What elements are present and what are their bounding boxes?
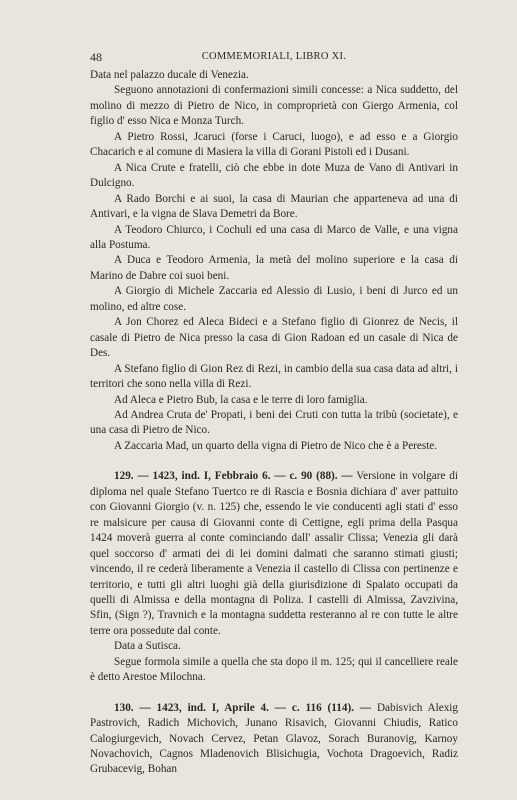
entry-129-text: Versione in volgare di diploma nel quale Stefano Tuertco re di Rascia e Bosnia dichiara d' aver pattuito con Giovanni Giorgio (v. n. 125) che, essendo le vie conducenti agli stati d' esso re malsicure per causa di Giovanni conte di Cettigne, egli prima della Pasqua 1424 moverà guerra al conte cominciando dall' assalir Clissa; Venezia gli darà quel soccorso d' armati dei di lei domini dalmati che saranno stimati giusti; vincendo, il re cederà liberamente a Venezia il castello di Clissa con pertinenze e territorio, e tutti gli altri luoghi già della giurisdizione di Spalato occupati da quelli di Almissa e della montagna di Poliza. I castelli di Almissa, Zavzivina, Sfin, (Sign ?), Travnich e la montagna suddetta resteranno al re con tutte le altre terre ora possedute dal conte. [90, 470, 458, 637]
entry-129 [90, 469, 458, 639]
paragraph: Ad Andrea Cruta de' Propati, i beni dei Cruti con tutta la tribù (societate), e una casa di Pietro de Nico. [90, 408, 458, 437]
entry-130 [90, 701, 458, 778]
paragraph: Ad Aleca e Pietro Bub, la casa e le terre di loro famiglia. [114, 393, 368, 406]
page-header [90, 50, 458, 64]
page-body [90, 68, 458, 778]
paragraph: A Teodoro Chiurco, i Cochuli ed una casa di Marco de Valle, e una vigna alla Postuma. [90, 223, 458, 251]
paragraph: A Jon Chorez ed Aleca Bideci e a Stefano figlio di Gionrez de Necis, il casale di Pietro de Nica presso la casa di Gion Radoan ed un casale di Nica de Des. [90, 316, 458, 360]
paragraph: Data nel palazzo ducale di Venezia. [90, 69, 249, 81]
paragraph: A Rado Borchi e ai suoi, la casa di Maurian che apparteneva ad una di Antivari, e la vigna de Slava Demetri da Bore. [90, 192, 458, 221]
paragraph: A Stefano figlio di Gion Rez di Rezi, in cambio della sua casa data ad altri, i territori che sono nella villa di Rezi. [90, 362, 458, 391]
paragraph: A Zaccaria Mad, un quarto della vigna di Pietro de Nico che è a Pereste. [114, 439, 438, 452]
entry-129-date: Data a Sutisca. [114, 640, 181, 653]
running-title: COMMEMORIALI, LIBRO XI. [201, 51, 347, 62]
paragraph: Seguono annotazioni di confermazioni simili concesse: a Nica suddetto, del molino di mezzo di Pietro de Nico, in comproprietà con Giergo Armenia, col figlio d' esso Nica e Monza Turch. [90, 84, 458, 128]
paragraph: A Duca e Teodoro Armenia, la metà del molino superiore e la casa di Marino de Dabre coi suoi beni. [90, 254, 458, 282]
entry-129-note: Segue formola simile a quella che sta dopo il m. 125; qui il cancelliere reale è detto Arestoe Milochna. [90, 655, 458, 684]
entry-130-text: Dabisvich Alexig Pastrovich, Radich Michovich, Junano Risavich, Giovanni Chiudis, Ratico Calogiurgevich, Novach Cervez, Petan Glavoz, Sorach Buranovig, Karnoy Novachovich, Cagnos Mladenovich Blisichugia, Vochota Dragoevich, Radiz Grubacevig, Bohan [90, 701, 459, 776]
paragraph: A Giorgio di Michele Zaccaria ed Alessio di Lusio, i beni di Jurco ed un molino, ed altre cose. [90, 285, 458, 313]
entry-130-heading: 130. — 1423, ind. I, Aprile 4. — c. 116 (114). — [114, 701, 372, 714]
paragraph: A Pietro Rossi, Jcaruci (forse i Caruci, luogo), e ad esso e a Giorgio Chacarich e al comune di Masiera la villa di Gorani Pistoli ed i Dusani. [90, 130, 458, 159]
paragraph: A Nica Crute e fratelli, ciò che ebbe in dote Muza de Vano di Antivari in Dulcigno. [90, 161, 458, 190]
page-number: 48 [90, 50, 102, 64]
entry-129-heading: 129. — 1423, ind. I, Febbraio 6. — c. 90 (88). — [114, 470, 353, 483]
